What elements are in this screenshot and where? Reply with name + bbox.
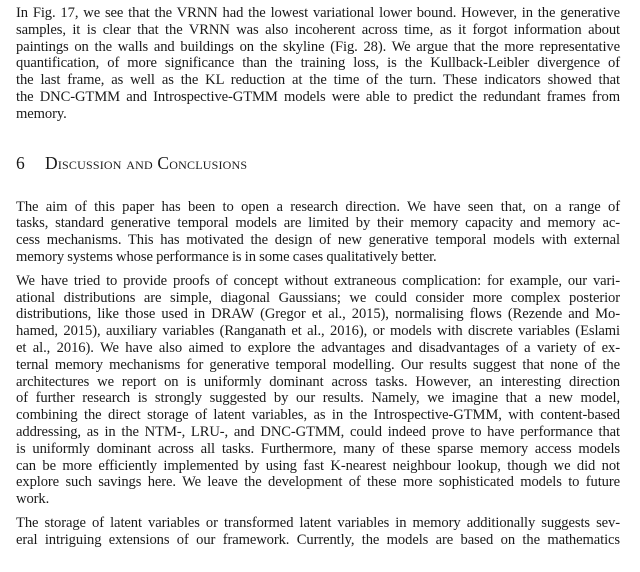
text-line: memory systems whose performance is in some cases qualitatively better. (16, 248, 437, 265)
text-line: et al., 2016). We have also aimed to explore the advantages and disadvantages of a variety of ex- (16, 339, 620, 356)
paragraph-latent-storage (16, 515, 620, 549)
text-line: eral intriguing extensions of our framework. Currently, the models are based on the mathematics (16, 531, 620, 548)
text-line: addressing, as in the NTM-, LRU-, and DNC-GTMM, could indeed prove to have performance that (16, 423, 620, 440)
text-line: of further research is strongly suggested by our results. Namely, we imagine that a new model, (16, 390, 620, 407)
text-line: can be more efficiently implemented by using fast K-nearest neighbour lookup, though we did not (16, 457, 620, 474)
text-line: architectures we report on is uniformly dominant across tasks. However, an interesting direction (16, 373, 620, 390)
paragraph-aim (16, 199, 620, 266)
text-line: hamed, 2015), auxiliary variables (Ranganath et al., 2016), or models with discrete variables (Eslami (16, 323, 620, 340)
text-line: memory. (16, 105, 67, 122)
paper-page (16, 5, 620, 549)
text-line: combining the direct storage of latent variables, as in the Introspective-GTMM, with content-based (16, 407, 620, 424)
text-line: the DNC-GTMM and Introspective-GTMM models were able to predict the redundant frames from (16, 88, 620, 105)
paragraph-proofs-of-concept (16, 273, 620, 508)
text-line: the last frame, as well as the KL reduction at the time of the turn. These indicators showed that (16, 72, 620, 89)
paragraph-fig17-discussion (16, 5, 620, 123)
text-line: tasks, standard generative temporal models are limited by their memory capacity and memory ac- (16, 215, 620, 232)
text-line: is uniformly dominant across all tasks. Furthermore, many of these sparse memory access models (16, 440, 620, 457)
text-line: In Fig. 17, we see that the VRNN had the lowest variational lower bound. However, in the generative (16, 5, 620, 21)
text-line: quantification, of more significance than the training loss, is the Kullback-Leibler divergence of (16, 55, 620, 72)
text-line: ational distributions are simple, diagonal Gaussians; we could consider more complex posterior (16, 289, 620, 306)
text-line: samples, it is clear that the VRNN was also incoherent across time, as it forgot information about (16, 21, 620, 38)
section-heading (16, 153, 620, 173)
text-line: ternal memory mechanisms for generative temporal modelling. Our results suggest that none of the (16, 356, 620, 373)
text-line: The storage of latent variables or transformed latent variables in memory additionally suggests sev- (16, 514, 620, 531)
text-line: We have tried to provide proofs of concept without extraneous complication: for example, our vari- (16, 272, 620, 289)
text-line: explore such savings here. We leave the development of these more sophisticated models to future (16, 474, 620, 491)
section-title: Discussion and Conclusions (45, 152, 248, 173)
text-line: The aim of this paper has been to open a research direction. We have seen that, on a range of (16, 198, 620, 215)
text-line: work. (16, 491, 50, 508)
text-line: cess mechanisms. This has motivated the design of new generative temporal models with external (16, 232, 620, 249)
section-number: 6 (16, 152, 25, 173)
text-line: paintings on the walls and buildings on the skyline (Fig. 28). We argue that the more representative (16, 38, 620, 55)
text-line: distributions, like those used in DRAW (Gregor et al., 2015), normalising flows (Rezende and Mo- (16, 306, 620, 323)
